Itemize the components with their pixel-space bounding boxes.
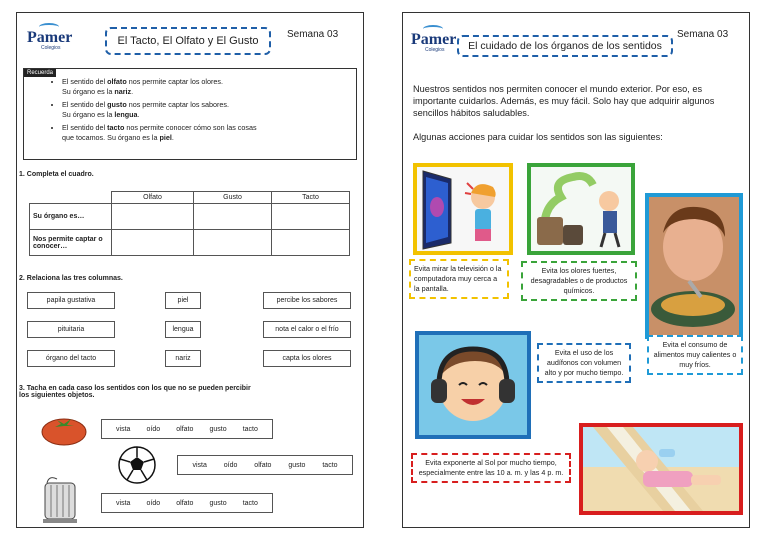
match-col2-item[interactable]: nariz: [165, 350, 201, 367]
match-col1-item[interactable]: pituitaria: [27, 321, 115, 338]
beach-baby-illustration: [583, 427, 739, 511]
week-label: Semana 03: [677, 29, 729, 40]
week-label: Semana 03: [287, 29, 339, 40]
hot-food-illustration: [649, 197, 739, 335]
worksheet-page-right: [402, 12, 750, 528]
senses-row-tomato: [101, 419, 273, 439]
sense-option[interactable]: vista: [192, 461, 207, 469]
match-col3-item[interactable]: percibe los sabores: [263, 292, 351, 309]
recuerda-list: [62, 77, 352, 146]
page-title-box: [457, 35, 673, 57]
question-3: 3. Tacha en cada caso los sentidos con los que no se pueden percibir los siguientes objetos.: [19, 385, 251, 399]
recuerda-box: [23, 68, 357, 160]
page-title: El cuidado de los órganos de los sentidos: [468, 40, 662, 52]
sense-option[interactable]: gusto: [209, 425, 227, 433]
match-col2-item[interactable]: lengua: [165, 321, 201, 338]
sense-option[interactable]: olfato: [176, 425, 194, 433]
headphones-kid-illustration: [419, 335, 527, 435]
tomato-icon: [39, 413, 89, 447]
caption-tv: Evita mirar la televisión o la computadora muy cerca a la pantalla.: [409, 259, 509, 299]
match-col2-item[interactable]: piel: [165, 292, 201, 309]
page-title-box: [105, 27, 271, 55]
table-cell[interactable]: [112, 204, 194, 230]
heater-icon: [39, 475, 83, 525]
senses-row-ball: [177, 455, 353, 475]
sense-option[interactable]: oído: [223, 461, 238, 469]
caption-smell: Evita los olores fuertes, desagradables o de productos químicos.: [521, 261, 637, 301]
intro-paragraph: Nuestros sentidos nos permiten conocer el mundo exterior. Por eso, es importante cuidarlos. Además, es muy fácil. Solo hay que adquirir algunos sencillos hábitos saludables.: [413, 84, 715, 118]
sense-option[interactable]: vista: [116, 425, 131, 433]
sense-option[interactable]: oído: [146, 499, 161, 507]
table-cell[interactable]: [194, 230, 272, 256]
table-header: Olfato: [112, 192, 194, 204]
match-col3-item[interactable]: capta los olores: [263, 350, 351, 367]
hot-food-image: [645, 193, 743, 339]
pamer-logo: Pamer Colegios: [27, 29, 72, 51]
tv-image: [413, 163, 513, 255]
recuerda-item: • El sentido del olfato nos permite captar los olores. Su órgano es la nariz.: [62, 77, 352, 97]
sense-option[interactable]: tacto: [242, 425, 258, 433]
sense-option[interactable]: gusto: [288, 461, 306, 469]
sense-option[interactable]: tacto: [322, 461, 338, 469]
sense-option[interactable]: tacto: [242, 499, 258, 507]
table-row-label: Su órgano es…: [30, 204, 112, 230]
table-header: Gusto: [194, 192, 272, 204]
table-row-label: Nos permite captar o conocer…: [30, 230, 112, 256]
table-header: Tacto: [272, 192, 350, 204]
recuerda-tag: Recuerda: [24, 69, 56, 77]
page-title: El Tacto, El Olfato y El Gusto: [117, 35, 259, 47]
caption-headphones: Evita el uso de los audífonos con volumen alto y por mucho tiempo.: [537, 343, 631, 383]
table-cell[interactable]: [272, 204, 350, 230]
match-col1-item[interactable]: órgano del tacto: [27, 350, 115, 367]
pamer-logo: Pamer Colegios: [411, 31, 456, 53]
sun-exposure-image: [579, 423, 743, 515]
senses-row-heater: [101, 493, 273, 513]
table-cell[interactable]: [194, 204, 272, 230]
sense-option[interactable]: olfato: [176, 499, 194, 507]
tv-kid-illustration: [417, 167, 509, 251]
worksheet-page-left: [16, 12, 364, 528]
sense-option[interactable]: oído: [146, 425, 161, 433]
sense-option[interactable]: vista: [116, 499, 131, 507]
question-2: 2. Relaciona las tres columnas.: [19, 275, 123, 282]
caption-sun: Evita exponerte al Sol por mucho tiempo, especialmente entre las 10 a. m. y las 4 p. m.: [411, 453, 571, 483]
intro-paragraph-2: Algunas acciones para cuidar los sentidos son las siguientes:: [413, 132, 663, 142]
complete-table: [29, 191, 350, 256]
sense-option[interactable]: olfato: [254, 461, 272, 469]
recuerda-item: • El sentido del tacto nos permite conocer cómo son las cosas que tocamos. Su órgano es la piel.: [62, 123, 352, 143]
match-col1-item[interactable]: papila gustativa: [27, 292, 115, 309]
headphones-image: [415, 331, 531, 439]
match-col3-item[interactable]: nota el calor o el frío: [263, 321, 351, 338]
bad-smell-image: [527, 163, 635, 255]
table-cell[interactable]: [272, 230, 350, 256]
table-cell[interactable]: [112, 230, 194, 256]
question-1: 1. Completa el cuadro.: [19, 171, 94, 178]
sense-option[interactable]: gusto: [209, 499, 227, 507]
recuerda-item: • El sentido del gusto nos permite captar los sabores. Su órgano es la lengua.: [62, 100, 352, 120]
bad-smell-illustration: [531, 167, 631, 251]
caption-food: Evita el consumo de alimentos muy calientes o muy fríos.: [647, 335, 743, 375]
soccer-ball-icon: [117, 445, 157, 485]
